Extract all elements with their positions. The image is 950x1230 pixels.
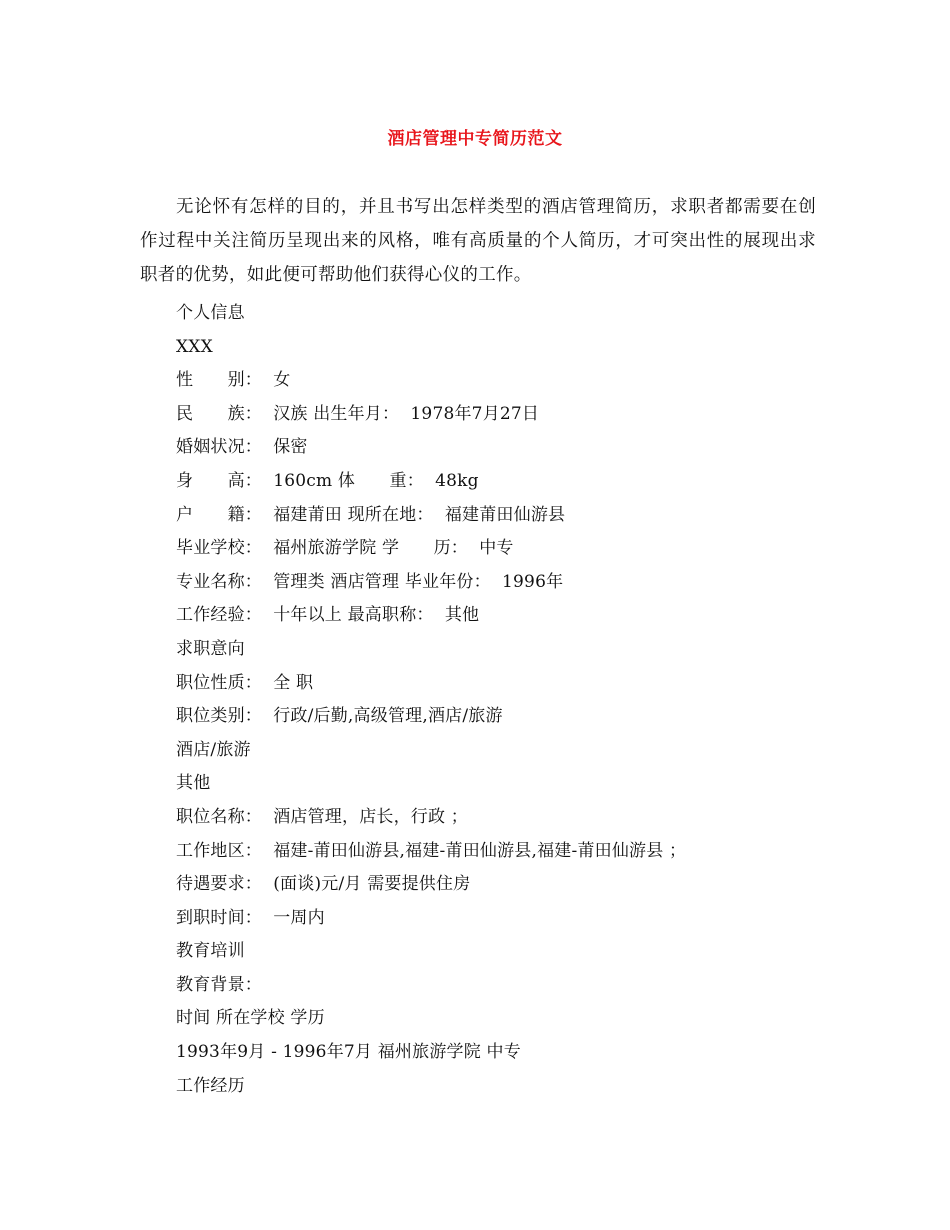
resume-line: 教育培训	[176, 941, 245, 962]
resume-line: 毕业学校： 福州旅游学院 学 历： 中专	[176, 538, 514, 559]
resume-lines	[176, 297, 816, 1103]
resume-line: 时间 所在学校 学历	[176, 1008, 325, 1029]
document-title: 酒店管理中专简历范文	[387, 129, 563, 149]
resume-line: 职位类别： 行政/后勤,高级管理,酒店/旅游	[176, 706, 503, 727]
resume-line: 求职意向	[176, 638, 245, 659]
resume-line: 待遇要求： (面谈)元/月 需要提供住房	[176, 874, 471, 895]
resume-line: 工作地区： 福建-莆田仙游县,福建-莆田仙游县,福建-莆田仙游县 ；	[176, 840, 687, 861]
resume-line: 性 别： 女	[176, 370, 291, 391]
resume-line: 专业名称： 管理类 酒店管理 毕业年份： 1996年	[176, 571, 564, 592]
resume-line: 其他	[176, 773, 211, 794]
resume-line: 工作经历	[176, 1075, 245, 1096]
resume-line: 职位名称： 酒店管理，店长，行政 ；	[176, 806, 469, 827]
resume-line: 户 籍： 福建莆田 现所在地： 福建莆田仙游县	[176, 504, 566, 525]
resume-line: 工作经验： 十年以上 最高职称： 其他	[176, 605, 480, 626]
resume-line: 婚姻状况： 保密	[176, 437, 308, 458]
resume-line: 身 高： 160cm 体 重： 48kg	[176, 470, 479, 491]
resume-line: 到职时间： 一周内	[176, 907, 325, 928]
resume-line: 教育背景：	[176, 974, 262, 995]
resume-line: 1993年9月 - 1996年7月 福州旅游学院 中专	[176, 1042, 521, 1063]
intro-paragraph: 无论怀有怎样的目的，并且书写出怎样类型的酒店管理简历，求职者都需要在创作过程中关注简历呈现出来的风格，唯有高质量的个人简历，才可突出性的展现出求职者的优势，如此便可帮助他们获得心仪的工作。	[140, 197, 816, 285]
resume-line: 民 族： 汉族 出生年月： 1978年7月27日	[176, 403, 540, 424]
resume-line: XXX	[176, 336, 213, 357]
resume-line: 个人信息	[176, 303, 245, 323]
resume-line: 职位性质： 全 职	[176, 672, 314, 693]
resume-line: 酒店/旅游	[176, 739, 251, 760]
